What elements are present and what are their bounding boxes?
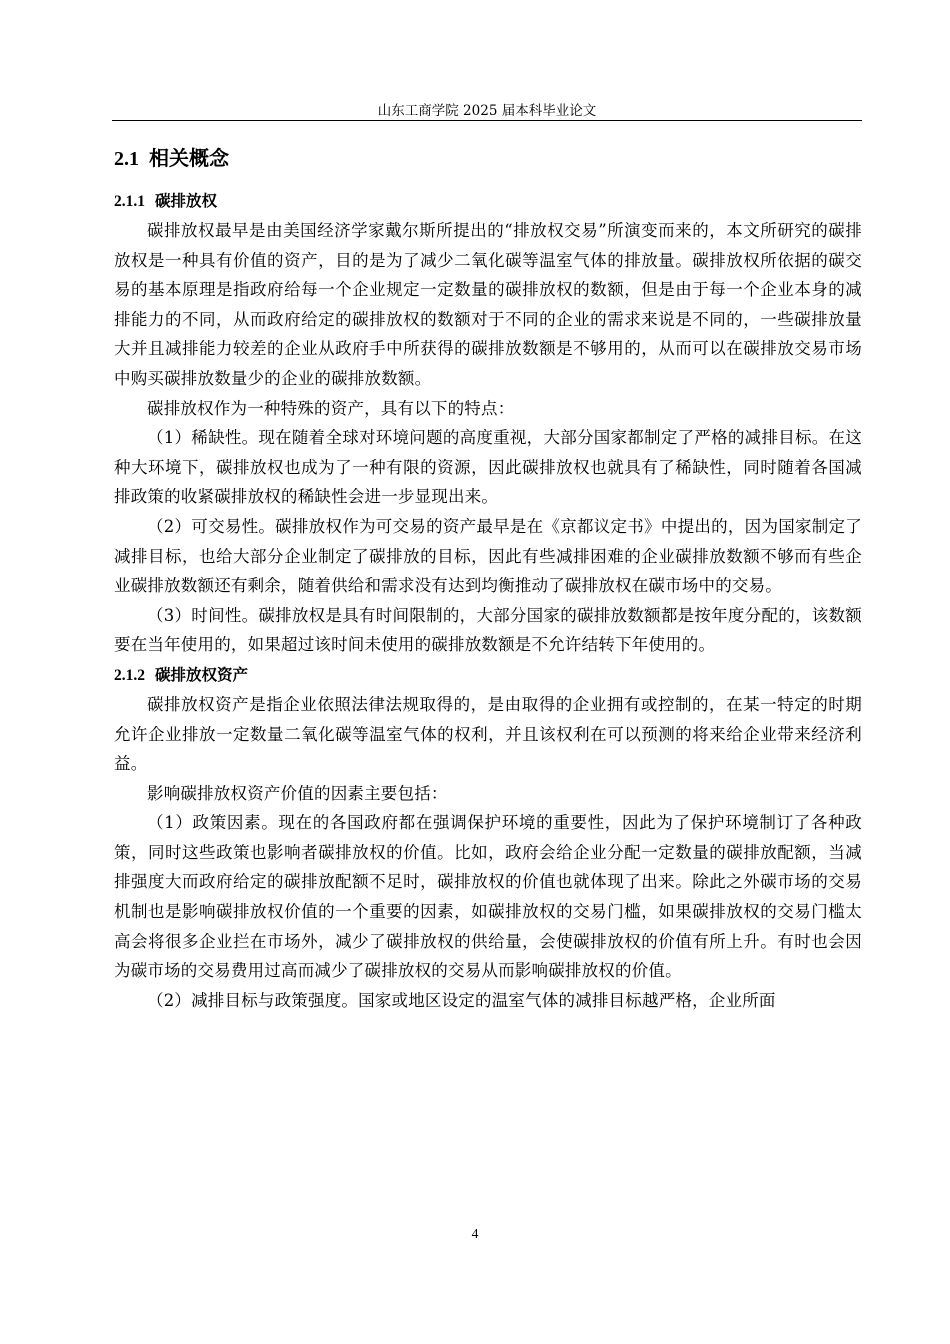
list-paragraph: （1）稀缺性。现在随着全球对环境问题的高度重视，大部分国家都制定了严格的减排目标。在这种大环境下，碳排放权也成为了一种有限的资源，因此碳排放权也就具有了稀缺性，同时随着各国减排政策的收紧碳排放权的稀缺性会进一步显现出来。 (114, 428, 862, 507)
page-number: 4 (471, 1226, 479, 1241)
section-number: 2.1 (114, 148, 139, 170)
header-rule (112, 120, 862, 121)
running-header: 山东工商学院 2025 届本科毕业论文 (377, 103, 597, 119)
list-paragraph: （2）可交易性。碳排放权作为可交易的资产最早是在《京都议定书》中提出的，因为国家制定了减排目标，也给大部分企业制定了碳排放的目标，因此有些减排困难的企业碳排放数额不够而有些企业碳排放数额还有剩余，随着供给和需求没有达到均衡推动了碳排放权在碳市场中的交易。 (114, 516, 862, 596)
paragraph: 碳排放权最早是由美国经济学家戴尔斯所提出的“排放权交易”所演变而来的，本文所研究的碳排放权是一种具有价值的资产，目的是为了减少二氧化碳等温室气体的排放量。碳排放权所依据的碳交易的基本原理是指政府给每一个企业规定一定数量的碳排放权的数额，但是由于每一个企业本身的减排能力的不同，从而政府给定的碳排放权的数额对于不同的企业的需求来说是不同的，一些碳排放量大并且减排能力较差的企业从政府手中所获得的碳排放数额是不够用的，从而可以在碳排放交易市场中购买碳排放数量少的企业的碳排放数额。 (114, 221, 862, 388)
list-paragraph: （2）减排目标与政策强度。国家或地区设定的温室气体的减排目标越严格，企业所面 (147, 990, 776, 1010)
subsection-heading-2-1-2 (114, 660, 862, 690)
subsection-number: 2.1.2 (114, 666, 145, 684)
paragraph: 碳排放权资产是指企业依照法律法规取得的，是由取得的企业拥有或控制的，在某一特定的时期允许企业排放一定数量二氧化碳等温室气体的权利，并且该权利在可以预测的将来给企业带来经济利益。 (114, 694, 862, 774)
list-paragraph: （3）时间性。碳排放权是具有时间限制的，大部分国家的碳排放数额都是按年度分配的，该数额要在当年使用的，如果超过该时间未使用的碳排放数额是不允许结转下年使用的。 (114, 605, 862, 655)
paragraph: 影响碳排放权资产价值的因素主要包括： (147, 783, 448, 803)
section-title: 相关概念 (149, 146, 229, 170)
subsection-title: 碳排放权资产 (155, 664, 249, 684)
paragraph: 碳排放权作为一种特殊的资产，具有以下的特点： (147, 398, 515, 418)
subsection-title: 碳排放权 (155, 191, 218, 210)
subsection-number: 2.1.1 (114, 193, 145, 210)
subsection-heading-2-1-1 (114, 186, 862, 216)
section-heading (114, 140, 862, 176)
list-paragraph: （1）政策因素。现在的各国政府都在强调保护环境的重要性，因此为了保护环境制订了各种政策，同时这些政策也影响者碳排放权的价值。比如，政府会给企业分配一定数量的碳排放配额，当减排强度大而政府给定的碳排放配额不足时，碳排放权的价值也就体现了出来。除此之外碳市场的交易机制也是影响碳排放权价值的一个重要的因素，如碳排放权的交易门槛，如果碳排放权的交易门槛太高会将很多企业拦在市场外，减少了碳排放权的供给量，会使碳排放权的价值有所上升。有时也会因为碳市场的交易费用过高而减少了碳排放权的交易从而影响碳排放权的价值。 (114, 813, 862, 981)
page-body (114, 140, 862, 1015)
